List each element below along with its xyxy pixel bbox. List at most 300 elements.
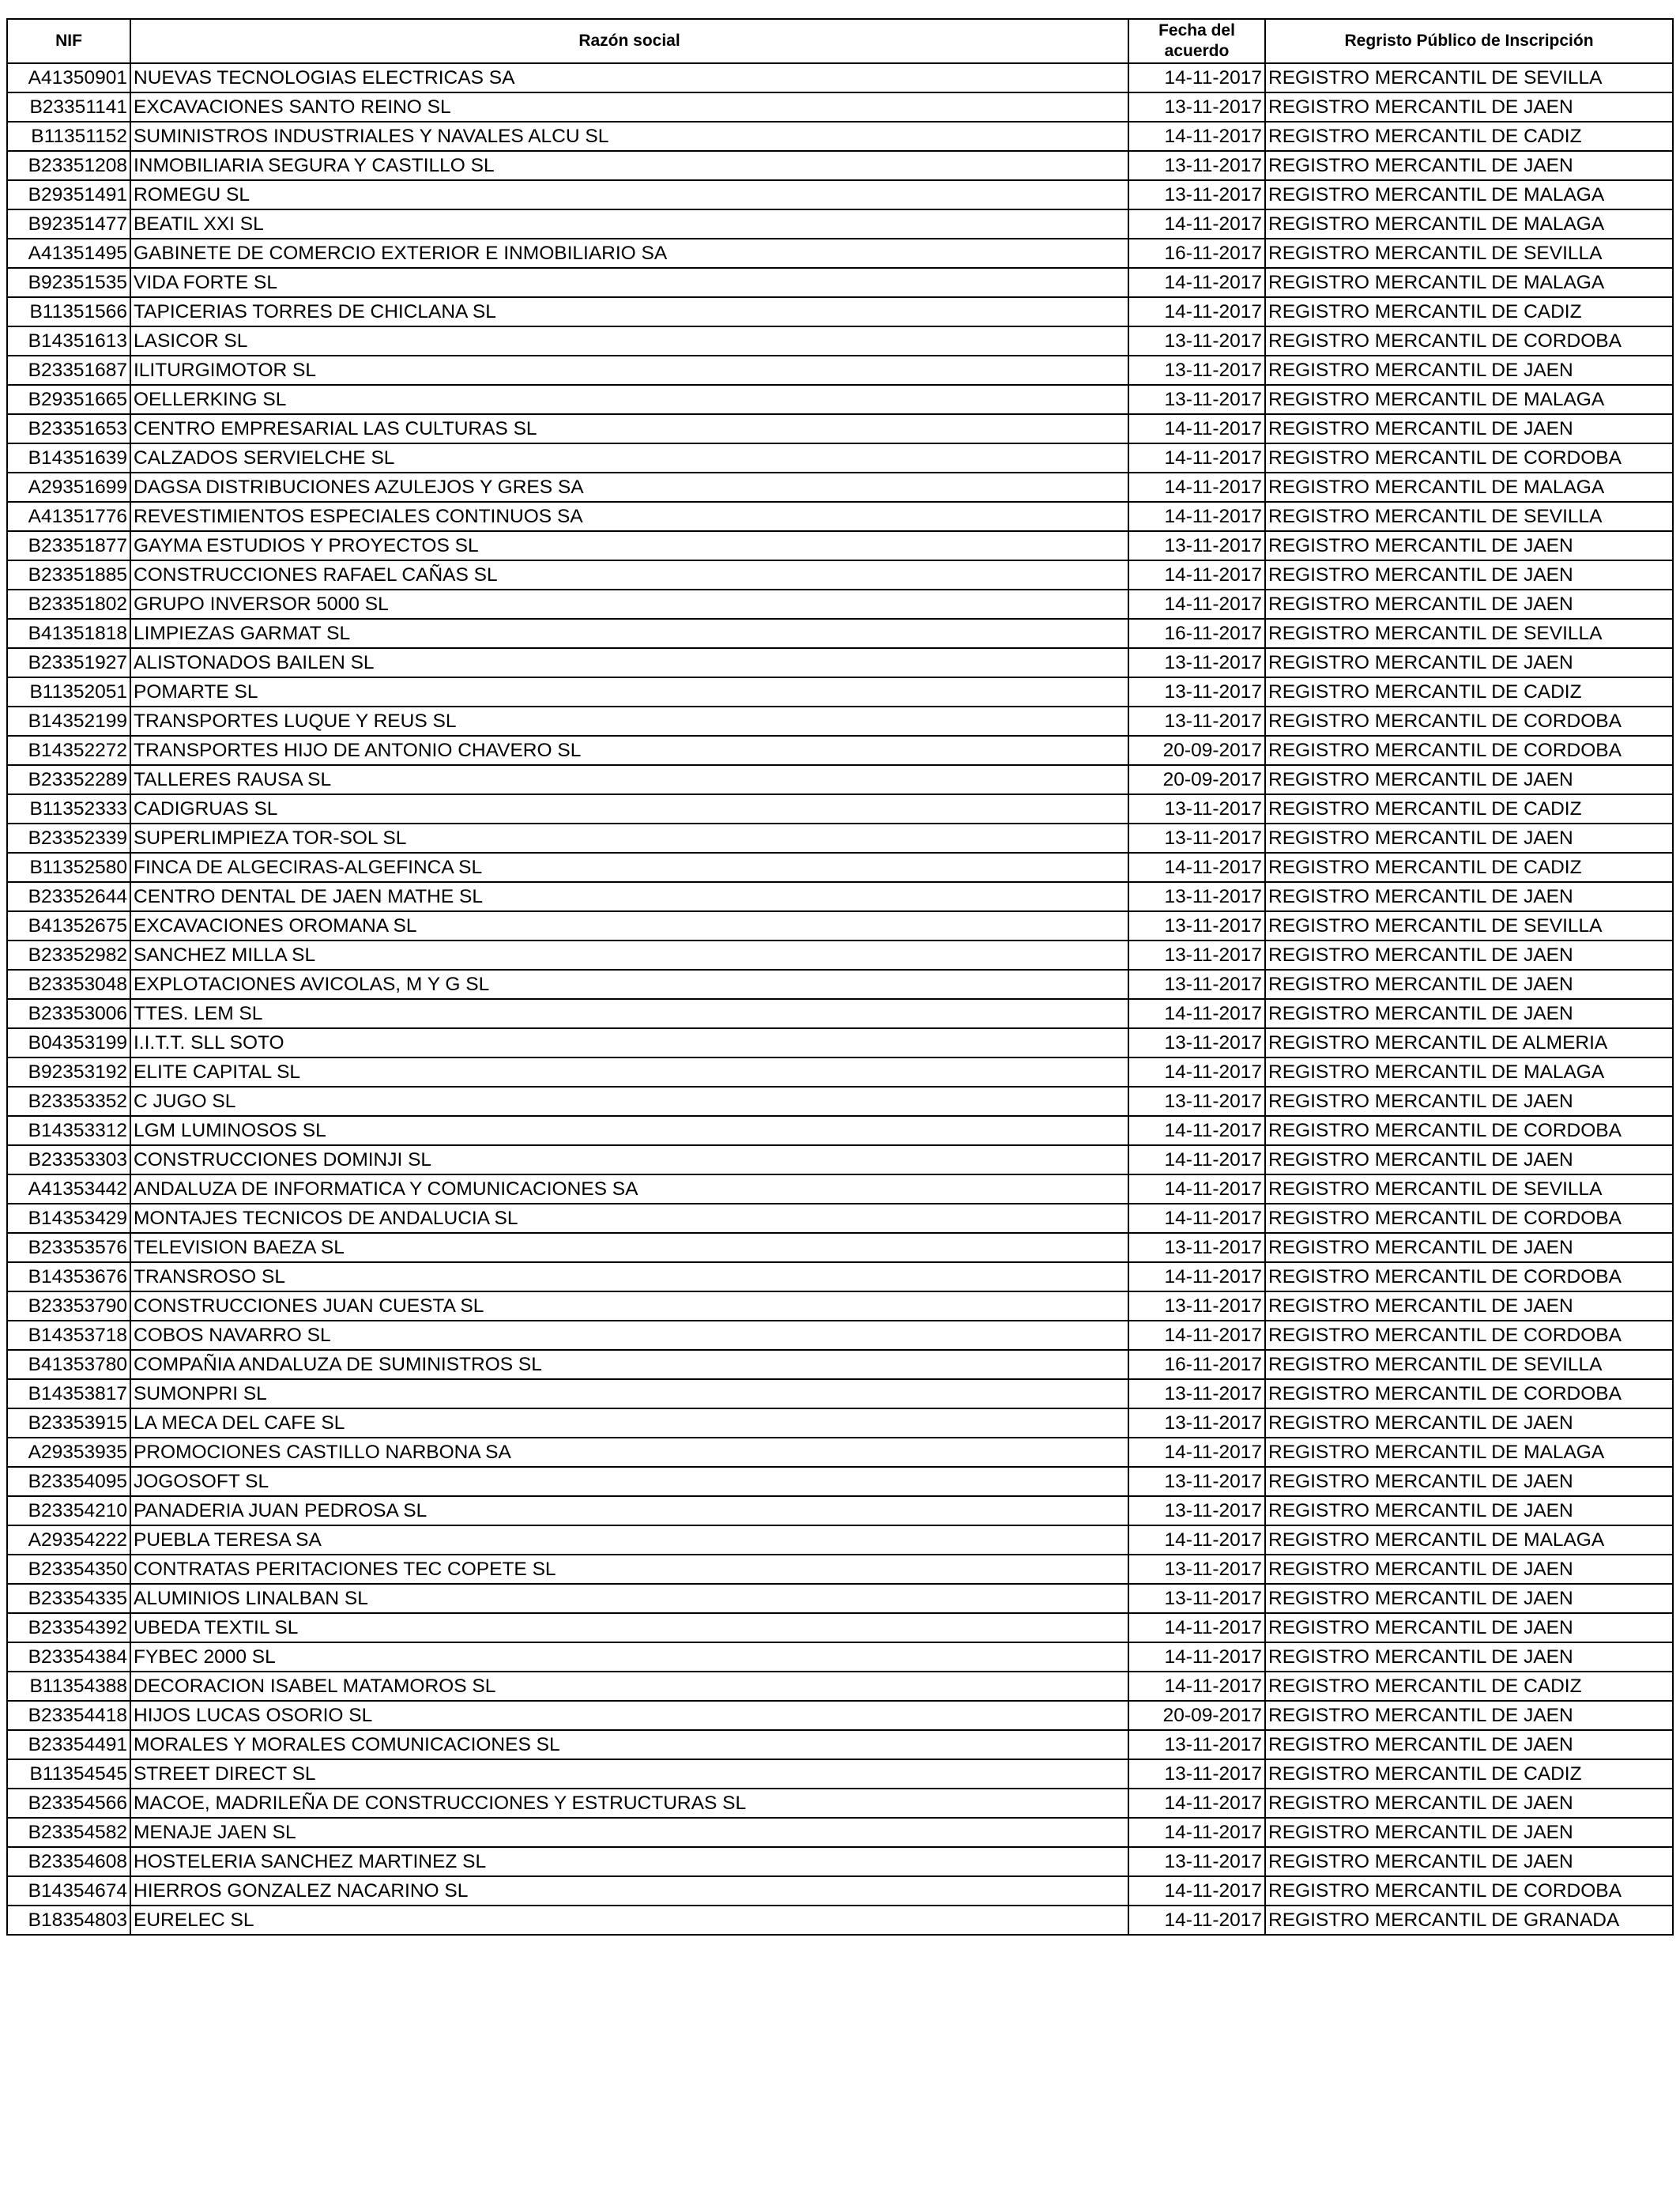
cell-nif: B18354803 <box>7 1906 130 1935</box>
table-row <box>7 356 1673 385</box>
cell-registro: REGISTRO MERCANTIL DE CORDOBA <box>1265 1379 1673 1408</box>
cell-razon-social: EURELEC SL <box>130 1906 1128 1935</box>
table-row <box>7 268 1673 297</box>
cell-nif: A29351699 <box>7 473 130 502</box>
cell-fecha: 14-11-2017 <box>1128 209 1265 239</box>
table-row <box>7 151 1673 180</box>
table-row <box>7 1116 1673 1145</box>
cell-fecha: 14-11-2017 <box>1128 1057 1265 1087</box>
cell-registro: REGISTRO MERCANTIL DE SEVILLA <box>1265 502 1673 531</box>
cell-fecha: 14-11-2017 <box>1128 1438 1265 1467</box>
cell-fecha: 13-11-2017 <box>1128 1379 1265 1408</box>
table-row <box>7 824 1673 853</box>
cell-fecha: 13-11-2017 <box>1128 531 1265 560</box>
cell-fecha: 14-11-2017 <box>1128 297 1265 326</box>
cell-razon-social: TALLERES RAUSA SL <box>130 765 1128 794</box>
cell-nif: B23354608 <box>7 1847 130 1876</box>
cell-registro: REGISTRO MERCANTIL DE JAEN <box>1265 882 1673 911</box>
cell-fecha: 13-11-2017 <box>1128 1467 1265 1496</box>
cell-registro: REGISTRO MERCANTIL DE CORDOBA <box>1265 1262 1673 1291</box>
cell-nif: B41353780 <box>7 1350 130 1379</box>
table-row <box>7 1233 1673 1262</box>
cell-nif: B23354384 <box>7 1642 130 1672</box>
cell-nif: B23354392 <box>7 1613 130 1642</box>
cell-razon-social: REVESTIMIENTOS ESPECIALES CONTINUOS SA <box>130 502 1128 531</box>
cell-razon-social: SUMINISTROS INDUSTRIALES Y NAVALES ALCU SL <box>130 122 1128 151</box>
cell-fecha: 14-11-2017 <box>1128 1321 1265 1350</box>
table-row <box>7 707 1673 736</box>
cell-registro: REGISTRO MERCANTIL DE CORDOBA <box>1265 443 1673 473</box>
cell-registro: REGISTRO MERCANTIL DE JAEN <box>1265 531 1673 560</box>
cell-nif: B23351687 <box>7 356 130 385</box>
table-row <box>7 239 1673 268</box>
cell-nif: B23353303 <box>7 1145 130 1174</box>
table-row <box>7 1438 1673 1467</box>
cell-razon-social: FYBEC 2000 SL <box>130 1642 1128 1672</box>
cell-registro: REGISTRO MERCANTIL DE CORDOBA <box>1265 1116 1673 1145</box>
cell-nif: A29354222 <box>7 1525 130 1555</box>
cell-registro: REGISTRO MERCANTIL DE ALMERIA <box>1265 1028 1673 1057</box>
cell-registro: REGISTRO MERCANTIL DE MALAGA <box>1265 209 1673 239</box>
cell-nif: B11354388 <box>7 1672 130 1701</box>
cell-fecha: 13-11-2017 <box>1128 1291 1265 1321</box>
table-row <box>7 648 1673 677</box>
cell-razon-social: VIDA FORTE SL <box>130 268 1128 297</box>
cell-fecha: 13-11-2017 <box>1128 677 1265 707</box>
cell-fecha: 14-11-2017 <box>1128 1262 1265 1291</box>
cell-registro: REGISTRO MERCANTIL DE SEVILLA <box>1265 239 1673 268</box>
cell-nif: B11352333 <box>7 794 130 824</box>
cell-razon-social: TRANSPORTES LUQUE Y REUS SL <box>130 707 1128 736</box>
cell-nif: B92351535 <box>7 268 130 297</box>
table-row <box>7 1525 1673 1555</box>
cell-nif: B14351639 <box>7 443 130 473</box>
cell-registro: REGISTRO MERCANTIL DE MALAGA <box>1265 1057 1673 1087</box>
cell-fecha: 13-11-2017 <box>1128 970 1265 999</box>
table-row <box>7 1701 1673 1730</box>
cell-nif: B23353006 <box>7 999 130 1028</box>
header-registro: Regristo Público de Inscripción <box>1265 19 1673 63</box>
cell-nif: B23351885 <box>7 560 130 590</box>
cell-fecha: 20-09-2017 <box>1128 765 1265 794</box>
cell-nif: B23351208 <box>7 151 130 180</box>
table-row <box>7 1087 1673 1116</box>
cell-razon-social: GABINETE DE COMERCIO EXTERIOR E INMOBILIARIO SA <box>130 239 1128 268</box>
cell-razon-social: MONTAJES TECNICOS DE ANDALUCIA SL <box>130 1204 1128 1233</box>
cell-razon-social: HIJOS LUCAS OSORIO SL <box>130 1701 1128 1730</box>
cell-nif: B11352580 <box>7 853 130 882</box>
cell-registro: REGISTRO MERCANTIL DE JAEN <box>1265 1613 1673 1642</box>
cell-razon-social: LASICOR SL <box>130 326 1128 356</box>
cell-fecha: 14-11-2017 <box>1128 1789 1265 1818</box>
cell-razon-social: COMPAÑIA ANDALUZA DE SUMINISTROS SL <box>130 1350 1128 1379</box>
cell-registro: REGISTRO MERCANTIL DE CORDOBA <box>1265 1204 1673 1233</box>
cell-registro: REGISTRO MERCANTIL DE MALAGA <box>1265 180 1673 209</box>
cell-fecha: 13-11-2017 <box>1128 911 1265 941</box>
cell-fecha: 14-11-2017 <box>1128 590 1265 619</box>
cell-nif: B23351653 <box>7 414 130 443</box>
cell-nif: B04353199 <box>7 1028 130 1057</box>
cell-fecha: 14-11-2017 <box>1128 999 1265 1028</box>
cell-registro: REGISTRO MERCANTIL DE JAEN <box>1265 1818 1673 1847</box>
cell-registro: REGISTRO MERCANTIL DE CADIZ <box>1265 122 1673 151</box>
cell-registro: REGISTRO MERCANTIL DE CORDOBA <box>1265 707 1673 736</box>
cell-fecha: 13-11-2017 <box>1128 1584 1265 1613</box>
cell-razon-social: ANDALUZA DE INFORMATICA Y COMUNICACIONES SA <box>130 1174 1128 1204</box>
cell-registro: REGISTRO MERCANTIL DE JAEN <box>1265 560 1673 590</box>
cell-registro: REGISTRO MERCANTIL DE JAEN <box>1265 1233 1673 1262</box>
table-row <box>7 970 1673 999</box>
cell-registro: REGISTRO MERCANTIL DE CADIZ <box>1265 1672 1673 1701</box>
cell-nif: B23352339 <box>7 824 130 853</box>
cell-registro: REGISTRO MERCANTIL DE JAEN <box>1265 1496 1673 1525</box>
cell-razon-social: DAGSA DISTRIBUCIONES AZULEJOS Y GRES SA <box>130 473 1128 502</box>
cell-razon-social: MENAJE JAEN SL <box>130 1818 1128 1847</box>
cell-nif: B14352199 <box>7 707 130 736</box>
cell-fecha: 14-11-2017 <box>1128 1672 1265 1701</box>
cell-fecha: 16-11-2017 <box>1128 239 1265 268</box>
cell-fecha: 13-11-2017 <box>1128 1408 1265 1438</box>
cell-fecha: 13-11-2017 <box>1128 356 1265 385</box>
table-row <box>7 1642 1673 1672</box>
cell-razon-social: CONTRATAS PERITACIONES TEC COPETE SL <box>130 1555 1128 1584</box>
cell-registro: REGISTRO MERCANTIL DE JAEN <box>1265 590 1673 619</box>
cell-nif: B23354210 <box>7 1496 130 1525</box>
cell-registro: REGISTRO MERCANTIL DE JAEN <box>1265 1087 1673 1116</box>
cell-fecha: 13-11-2017 <box>1128 1847 1265 1876</box>
cell-razon-social: ELITE CAPITAL SL <box>130 1057 1128 1087</box>
cell-nif: B11354545 <box>7 1759 130 1789</box>
table-row <box>7 1584 1673 1613</box>
cell-fecha: 13-11-2017 <box>1128 326 1265 356</box>
cell-fecha: 14-11-2017 <box>1128 560 1265 590</box>
cell-fecha: 14-11-2017 <box>1128 1116 1265 1145</box>
cell-fecha: 16-11-2017 <box>1128 619 1265 648</box>
table-row <box>7 677 1673 707</box>
cell-fecha: 14-11-2017 <box>1128 1204 1265 1233</box>
cell-nif: B29351491 <box>7 180 130 209</box>
table-row <box>7 911 1673 941</box>
cell-razon-social: LIMPIEZAS GARMAT SL <box>130 619 1128 648</box>
cell-registro: REGISTRO MERCANTIL DE SEVILLA <box>1265 911 1673 941</box>
table-row <box>7 941 1673 970</box>
table-row <box>7 794 1673 824</box>
table-row <box>7 1876 1673 1906</box>
cell-razon-social: INMOBILIARIA SEGURA Y CASTILLO SL <box>130 151 1128 180</box>
cell-registro: REGISTRO MERCANTIL DE MALAGA <box>1265 473 1673 502</box>
cell-razon-social: EXPLOTACIONES AVICOLAS, M Y G SL <box>130 970 1128 999</box>
table-row <box>7 765 1673 794</box>
table-row <box>7 1818 1673 1847</box>
cell-registro: REGISTRO MERCANTIL DE CADIZ <box>1265 1759 1673 1789</box>
cell-razon-social: MORALES Y MORALES COMUNICACIONES SL <box>130 1730 1128 1759</box>
cell-registro: REGISTRO MERCANTIL DE MALAGA <box>1265 268 1673 297</box>
cell-fecha: 14-11-2017 <box>1128 1642 1265 1672</box>
cell-fecha: 16-11-2017 <box>1128 1350 1265 1379</box>
cell-fecha: 14-11-2017 <box>1128 853 1265 882</box>
cell-fecha: 13-11-2017 <box>1128 1496 1265 1525</box>
cell-registro: REGISTRO MERCANTIL DE JAEN <box>1265 92 1673 122</box>
cell-registro: REGISTRO MERCANTIL DE CADIZ <box>1265 853 1673 882</box>
cell-fecha: 13-11-2017 <box>1128 1028 1265 1057</box>
table-row <box>7 1291 1673 1321</box>
table-row <box>7 1174 1673 1204</box>
cell-fecha: 14-11-2017 <box>1128 1906 1265 1935</box>
cell-registro: REGISTRO MERCANTIL DE JAEN <box>1265 765 1673 794</box>
cell-fecha: 13-11-2017 <box>1128 180 1265 209</box>
cell-nif: B14351613 <box>7 326 130 356</box>
cell-registro: REGISTRO MERCANTIL DE MALAGA <box>1265 1525 1673 1555</box>
cell-razon-social: CONSTRUCCIONES RAFAEL CAÑAS SL <box>130 560 1128 590</box>
cell-registro: REGISTRO MERCANTIL DE JAEN <box>1265 1584 1673 1613</box>
cell-razon-social: HOSTELERIA SANCHEZ MARTINEZ SL <box>130 1847 1128 1876</box>
cell-fecha: 14-11-2017 <box>1128 1174 1265 1204</box>
cell-fecha: 13-11-2017 <box>1128 824 1265 853</box>
cell-fecha: 14-11-2017 <box>1128 502 1265 531</box>
table-row <box>7 1379 1673 1408</box>
table-row <box>7 1789 1673 1818</box>
table-row <box>7 1321 1673 1350</box>
table-row <box>7 736 1673 765</box>
cell-fecha: 20-09-2017 <box>1128 1701 1265 1730</box>
table-row <box>7 1408 1673 1438</box>
cell-nif: B92351477 <box>7 209 130 239</box>
cell-registro: REGISTRO MERCANTIL DE CORDOBA <box>1265 1876 1673 1906</box>
cell-nif: B11352051 <box>7 677 130 707</box>
cell-nif: B14352272 <box>7 736 130 765</box>
cell-razon-social: LGM LUMINOSOS SL <box>130 1116 1128 1145</box>
cell-razon-social: GAYMA ESTUDIOS Y PROYECTOS SL <box>130 531 1128 560</box>
cell-nif: B23354335 <box>7 1584 130 1613</box>
cell-fecha: 13-11-2017 <box>1128 1730 1265 1759</box>
cell-fecha: 13-11-2017 <box>1128 648 1265 677</box>
cell-nif: B23353790 <box>7 1291 130 1321</box>
cell-registro: REGISTRO MERCANTIL DE JAEN <box>1265 1467 1673 1496</box>
cell-nif: B14353312 <box>7 1116 130 1145</box>
cell-razon-social: SUMONPRI SL <box>130 1379 1128 1408</box>
cell-razon-social: ROMEGU SL <box>130 180 1128 209</box>
cell-registro: REGISTRO MERCANTIL DE JAEN <box>1265 1555 1673 1584</box>
cell-nif: B23351877 <box>7 531 130 560</box>
cell-razon-social: EXCAVACIONES SANTO REINO SL <box>130 92 1128 122</box>
cell-razon-social: OELLERKING SL <box>130 385 1128 414</box>
cell-nif: B14353429 <box>7 1204 130 1233</box>
cell-fecha: 13-11-2017 <box>1128 941 1265 970</box>
cell-razon-social: SUPERLIMPIEZA TOR-SOL SL <box>130 824 1128 853</box>
cell-razon-social: GRUPO INVERSOR 5000 SL <box>130 590 1128 619</box>
cell-fecha: 13-11-2017 <box>1128 385 1265 414</box>
cell-nif: B92353192 <box>7 1057 130 1087</box>
table-row <box>7 619 1673 648</box>
cell-razon-social: PROMOCIONES CASTILLO NARBONA SA <box>130 1438 1128 1467</box>
cell-registro: REGISTRO MERCANTIL DE JAEN <box>1265 941 1673 970</box>
header-fecha-line2: acuerdo <box>1164 42 1230 60</box>
cell-fecha: 14-11-2017 <box>1128 443 1265 473</box>
cell-razon-social: CENTRO EMPRESARIAL LAS CULTURAS SL <box>130 414 1128 443</box>
table-row <box>7 326 1673 356</box>
header-fecha-line1: Fecha del <box>1158 21 1235 40</box>
cell-razon-social: ALUMINIOS LINALBAN SL <box>130 1584 1128 1613</box>
cell-registro: REGISTRO MERCANTIL DE CORDOBA <box>1265 1321 1673 1350</box>
cell-fecha: 13-11-2017 <box>1128 882 1265 911</box>
cell-registro: REGISTRO MERCANTIL DE SEVILLA <box>1265 619 1673 648</box>
table-row <box>7 1467 1673 1496</box>
cell-razon-social: FINCA DE ALGECIRAS-ALGEFINCA SL <box>130 853 1128 882</box>
cell-razon-social: SANCHEZ MILLA SL <box>130 941 1128 970</box>
cell-fecha: 13-11-2017 <box>1128 92 1265 122</box>
cell-fecha: 13-11-2017 <box>1128 707 1265 736</box>
table-row <box>7 882 1673 911</box>
table-row <box>7 853 1673 882</box>
cell-registro: REGISTRO MERCANTIL DE SEVILLA <box>1265 1174 1673 1204</box>
cell-nif: A41351776 <box>7 502 130 531</box>
cell-registro: REGISTRO MERCANTIL DE MALAGA <box>1265 385 1673 414</box>
cell-registro: REGISTRO MERCANTIL DE JAEN <box>1265 824 1673 853</box>
cell-registro: REGISTRO MERCANTIL DE JAEN <box>1265 1145 1673 1174</box>
cell-fecha: 13-11-2017 <box>1128 1233 1265 1262</box>
cell-nif: B14353718 <box>7 1321 130 1350</box>
cell-registro: REGISTRO MERCANTIL DE SEVILLA <box>1265 1350 1673 1379</box>
table-row <box>7 297 1673 326</box>
cell-registro: REGISTRO MERCANTIL DE GRANADA <box>1265 1906 1673 1935</box>
cell-fecha: 20-09-2017 <box>1128 736 1265 765</box>
cell-fecha: 14-11-2017 <box>1128 63 1265 92</box>
cell-registro: REGISTRO MERCANTIL DE JAEN <box>1265 1291 1673 1321</box>
cell-nif: B14353676 <box>7 1262 130 1291</box>
cell-razon-social: ILITURGIMOTOR SL <box>130 356 1128 385</box>
table-row <box>7 180 1673 209</box>
cell-registro: REGISTRO MERCANTIL DE SEVILLA <box>1265 63 1673 92</box>
cell-fecha: 13-11-2017 <box>1128 1555 1265 1584</box>
header-fecha-acuerdo <box>1128 19 1265 63</box>
table-row <box>7 1555 1673 1584</box>
cell-fecha: 14-11-2017 <box>1128 1876 1265 1906</box>
cell-razon-social: PANADERIA JUAN PEDROSA SL <box>130 1496 1128 1525</box>
cell-nif: B41352675 <box>7 911 130 941</box>
cell-registro: REGISTRO MERCANTIL DE CADIZ <box>1265 297 1673 326</box>
table-body <box>7 63 1673 1935</box>
cell-razon-social: NUEVAS TECNOLOGIAS ELECTRICAS SA <box>130 63 1128 92</box>
cell-registro: REGISTRO MERCANTIL DE JAEN <box>1265 1701 1673 1730</box>
table-row <box>7 1262 1673 1291</box>
table-row <box>7 1730 1673 1759</box>
cell-registro: REGISTRO MERCANTIL DE JAEN <box>1265 1642 1673 1672</box>
cell-registro: REGISTRO MERCANTIL DE JAEN <box>1265 414 1673 443</box>
cell-registro: REGISTRO MERCANTIL DE JAEN <box>1265 356 1673 385</box>
cell-nif: B23354350 <box>7 1555 130 1584</box>
cell-registro: REGISTRO MERCANTIL DE JAEN <box>1265 1847 1673 1876</box>
cell-nif: A29353935 <box>7 1438 130 1467</box>
cell-nif: B23353048 <box>7 970 130 999</box>
cell-nif: B23354582 <box>7 1818 130 1847</box>
cell-razon-social: STREET DIRECT SL <box>130 1759 1128 1789</box>
cell-nif: B23352289 <box>7 765 130 794</box>
table-row <box>7 1906 1673 1935</box>
cell-fecha: 13-11-2017 <box>1128 151 1265 180</box>
table-row <box>7 1496 1673 1525</box>
table-row <box>7 1847 1673 1876</box>
cell-nif: B23351927 <box>7 648 130 677</box>
table-row <box>7 92 1673 122</box>
cell-razon-social: EXCAVACIONES OROMANA SL <box>130 911 1128 941</box>
cell-razon-social: TELEVISION BAEZA SL <box>130 1233 1128 1262</box>
cell-nif: B23353915 <box>7 1408 130 1438</box>
cell-razon-social: LA MECA DEL CAFE SL <box>130 1408 1128 1438</box>
table-row <box>7 414 1673 443</box>
cell-registro: REGISTRO MERCANTIL DE CADIZ <box>1265 794 1673 824</box>
table-row <box>7 443 1673 473</box>
table-row <box>7 209 1673 239</box>
cell-razon-social: CONSTRUCCIONES DOMINJI SL <box>130 1145 1128 1174</box>
cell-registro: REGISTRO MERCANTIL DE JAEN <box>1265 1730 1673 1759</box>
cell-nif: A41353442 <box>7 1174 130 1204</box>
cell-razon-social: UBEDA TEXTIL SL <box>130 1613 1128 1642</box>
cell-fecha: 14-11-2017 <box>1128 122 1265 151</box>
cell-razon-social: TRANSROSO SL <box>130 1262 1128 1291</box>
cell-nif: B14354674 <box>7 1876 130 1906</box>
cell-nif: B11351566 <box>7 297 130 326</box>
cell-registro: REGISTRO MERCANTIL DE CORDOBA <box>1265 736 1673 765</box>
cell-razon-social: CADIGRUAS SL <box>130 794 1128 824</box>
cell-fecha: 14-11-2017 <box>1128 268 1265 297</box>
cell-razon-social: ALISTONADOS BAILEN SL <box>130 648 1128 677</box>
header-row <box>7 19 1673 63</box>
cell-nif: B23354491 <box>7 1730 130 1759</box>
cell-razon-social: TAPICERIAS TORRES DE CHICLANA SL <box>130 297 1128 326</box>
cell-nif: B23354418 <box>7 1701 130 1730</box>
table-row <box>7 1759 1673 1789</box>
cell-razon-social: CENTRO DENTAL DE JAEN MATHE SL <box>130 882 1128 911</box>
cell-razon-social: I.I.T.T. SLL SOTO <box>130 1028 1128 1057</box>
cell-razon-social: CALZADOS SERVIELCHE SL <box>130 443 1128 473</box>
cell-fecha: 14-11-2017 <box>1128 1818 1265 1847</box>
header-nif: NIF <box>7 19 130 63</box>
cell-razon-social: PUEBLA TERESA SA <box>130 1525 1128 1555</box>
cell-nif: B23352644 <box>7 882 130 911</box>
table-row <box>7 1350 1673 1379</box>
table-row <box>7 1057 1673 1087</box>
cell-razon-social: TRANSPORTES HIJO DE ANTONIO CHAVERO SL <box>130 736 1128 765</box>
cell-nif: B11351152 <box>7 122 130 151</box>
cell-fecha: 14-11-2017 <box>1128 1525 1265 1555</box>
table-row <box>7 1204 1673 1233</box>
cell-registro: REGISTRO MERCANTIL DE CADIZ <box>1265 677 1673 707</box>
table-row <box>7 999 1673 1028</box>
cell-registro: REGISTRO MERCANTIL DE JAEN <box>1265 1789 1673 1818</box>
cell-razon-social: MACOE, MADRILEÑA DE CONSTRUCCIONES Y ESTRUCTURAS SL <box>130 1789 1128 1818</box>
table-header <box>7 19 1673 63</box>
table-row <box>7 1145 1673 1174</box>
table-row <box>7 531 1673 560</box>
cell-registro: REGISTRO MERCANTIL DE JAEN <box>1265 999 1673 1028</box>
cell-registro: REGISTRO MERCANTIL DE JAEN <box>1265 151 1673 180</box>
cell-registro: REGISTRO MERCANTIL DE JAEN <box>1265 648 1673 677</box>
cell-fecha: 14-11-2017 <box>1128 414 1265 443</box>
registry-table <box>6 18 1674 1936</box>
cell-registro: REGISTRO MERCANTIL DE JAEN <box>1265 1408 1673 1438</box>
cell-fecha: 14-11-2017 <box>1128 473 1265 502</box>
cell-razon-social: TTES. LEM SL <box>130 999 1128 1028</box>
table-row <box>7 473 1673 502</box>
cell-nif: B23351141 <box>7 92 130 122</box>
cell-razon-social: BEATIL XXI SL <box>130 209 1128 239</box>
cell-razon-social: COBOS NAVARRO SL <box>130 1321 1128 1350</box>
cell-nif: B29351665 <box>7 385 130 414</box>
table-row <box>7 502 1673 531</box>
cell-razon-social: C JUGO SL <box>130 1087 1128 1116</box>
table-row <box>7 590 1673 619</box>
cell-razon-social: CONSTRUCCIONES JUAN CUESTA SL <box>130 1291 1128 1321</box>
